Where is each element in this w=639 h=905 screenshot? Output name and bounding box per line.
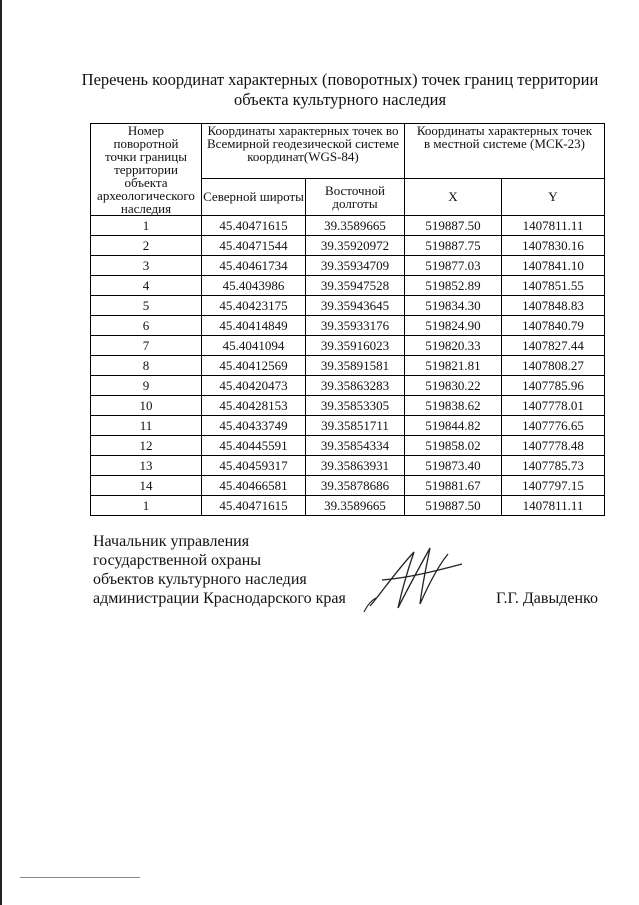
- cell-east-longitude: 39.35947528: [306, 276, 405, 296]
- cell-y: 1407830.16: [502, 236, 605, 256]
- signer-name: Г.Г. Давыденко: [496, 590, 598, 607]
- table-row: [91, 496, 605, 516]
- signer-position-line: администрации Краснодарского края: [93, 590, 346, 607]
- table-row: [91, 356, 605, 376]
- cell-point-number: 14: [91, 476, 202, 496]
- header-north-latitude: Северной широты: [202, 178, 306, 215]
- cell-x: 519838.62: [405, 396, 502, 416]
- cell-y: 1407841.10: [502, 256, 605, 276]
- cell-north-latitude: 45.40466581: [202, 476, 306, 496]
- cell-east-longitude: 39.35853305: [306, 396, 405, 416]
- table-row: [91, 236, 605, 256]
- table-row: [91, 476, 605, 496]
- cell-east-longitude: 39.35863283: [306, 376, 405, 396]
- signer-position-line: объектов культурного наследия: [93, 571, 307, 588]
- cell-point-number: 7: [91, 336, 202, 356]
- cell-east-longitude: 39.35851711: [306, 416, 405, 436]
- table-row: [91, 216, 605, 236]
- cell-y: 1407785.73: [502, 456, 605, 476]
- cell-y: 1407827.44: [502, 336, 605, 356]
- cell-y: 1407778.48: [502, 436, 605, 456]
- cell-point-number: 12: [91, 436, 202, 456]
- cell-point-number: 9: [91, 376, 202, 396]
- cell-east-longitude: 39.35863931: [306, 456, 405, 476]
- cell-point-number: 6: [91, 316, 202, 336]
- cell-x: 519873.40: [405, 456, 502, 476]
- document-title: [60, 70, 620, 110]
- table-row: [91, 276, 605, 296]
- cell-point-number: 1: [91, 496, 202, 516]
- cell-x: 519821.81: [405, 356, 502, 376]
- cell-x: 519852.89: [405, 276, 502, 296]
- cell-x: 519820.33: [405, 336, 502, 356]
- header-wgs84-group: Координаты характерных точек во Всемирной геодезической системе координат(WGS-84): [202, 124, 405, 179]
- cell-y: 1407776.65: [502, 416, 605, 436]
- cell-east-longitude: 39.35933176: [306, 316, 405, 336]
- cell-y: 1407811.11: [502, 496, 605, 516]
- cell-north-latitude: 45.40412569: [202, 356, 306, 376]
- scan-edge: [0, 0, 2, 905]
- cell-north-latitude: 45.40459317: [202, 456, 306, 476]
- signer-position-line: государственной охраны: [93, 552, 262, 569]
- cell-point-number: 2: [91, 236, 202, 256]
- cell-east-longitude: 39.35891581: [306, 356, 405, 376]
- cell-east-longitude: 39.35916023: [306, 336, 405, 356]
- title-line-1: Перечень координат характерных (поворотных) точек границ территории: [81, 70, 599, 89]
- header-east-longitude: Восточной долготы: [306, 178, 405, 215]
- cell-east-longitude: 39.3589665: [306, 496, 405, 516]
- signature-title-block: [93, 532, 346, 608]
- cell-y: 1407848.83: [502, 296, 605, 316]
- table-row: [91, 316, 605, 336]
- cell-east-longitude: 39.3589665: [306, 216, 405, 236]
- cell-y: 1407811.11: [502, 216, 605, 236]
- table-row: [91, 296, 605, 316]
- cell-north-latitude: 45.40461734: [202, 256, 306, 276]
- cell-point-number: 5: [91, 296, 202, 316]
- cell-x: 519834.30: [405, 296, 502, 316]
- cell-east-longitude: 39.35878686: [306, 476, 405, 496]
- cell-point-number: 8: [91, 356, 202, 376]
- table-row: [91, 376, 605, 396]
- cell-y: 1407808.27: [502, 356, 605, 376]
- coordinates-table: [90, 123, 605, 516]
- table-row: [91, 396, 605, 416]
- cell-east-longitude: 39.35934709: [306, 256, 405, 276]
- cell-north-latitude: 45.40420473: [202, 376, 306, 396]
- cell-y: 1407797.15: [502, 476, 605, 496]
- cell-point-number: 11: [91, 416, 202, 436]
- cell-north-latitude: 45.40471615: [202, 216, 306, 236]
- cell-x: 519877.03: [405, 256, 502, 276]
- signer-position-line: Начальник управления: [93, 533, 250, 550]
- cell-north-latitude: 45.40423175: [202, 296, 306, 316]
- cell-east-longitude: 39.35943645: [306, 296, 405, 316]
- cell-x: 519858.02: [405, 436, 502, 456]
- cell-north-latitude: 45.40471615: [202, 496, 306, 516]
- table-row: [91, 456, 605, 476]
- cell-east-longitude: 39.35854334: [306, 436, 405, 456]
- cell-point-number: 1: [91, 216, 202, 236]
- handwritten-signature: [362, 542, 472, 614]
- cell-north-latitude: 45.40414849: [202, 316, 306, 336]
- cell-y: 1407840.79: [502, 316, 605, 336]
- table-row: [91, 416, 605, 436]
- cell-x: 519830.22: [405, 376, 502, 396]
- cell-y: 1407851.55: [502, 276, 605, 296]
- table-row: [91, 436, 605, 456]
- cell-y: 1407785.96: [502, 376, 605, 396]
- cell-y: 1407778.01: [502, 396, 605, 416]
- cell-x: 519887.75: [405, 236, 502, 256]
- header-row-1: [91, 124, 605, 179]
- cell-x: 519844.82: [405, 416, 502, 436]
- cell-point-number: 4: [91, 276, 202, 296]
- cell-point-number: 13: [91, 456, 202, 476]
- cell-east-longitude: 39.35920972: [306, 236, 405, 256]
- cell-point-number: 10: [91, 396, 202, 416]
- cell-north-latitude: 45.4041094: [202, 336, 306, 356]
- cell-north-latitude: 45.40471544: [202, 236, 306, 256]
- cell-north-latitude: 45.4043986: [202, 276, 306, 296]
- title-line-2: объекта культурного наследия: [233, 90, 447, 109]
- header-point-number: Номер поворотной точки границы территории объекта археологического наследия: [91, 124, 202, 216]
- header-local-group: Координаты характерных точек в местной системе (МСК-23): [405, 124, 605, 179]
- cell-north-latitude: 45.40433749: [202, 416, 306, 436]
- cell-point-number: 3: [91, 256, 202, 276]
- cell-x: 519887.50: [405, 496, 502, 516]
- table-row: [91, 336, 605, 356]
- cell-north-latitude: 45.40428153: [202, 396, 306, 416]
- scan-artifact-line: [20, 877, 140, 878]
- header-x: X: [405, 178, 502, 215]
- cell-north-latitude: 45.40445591: [202, 436, 306, 456]
- cell-x: 519881.67: [405, 476, 502, 496]
- table-row: [91, 256, 605, 276]
- header-y: Y: [502, 178, 605, 215]
- cell-x: 519824.90: [405, 316, 502, 336]
- cell-x: 519887.50: [405, 216, 502, 236]
